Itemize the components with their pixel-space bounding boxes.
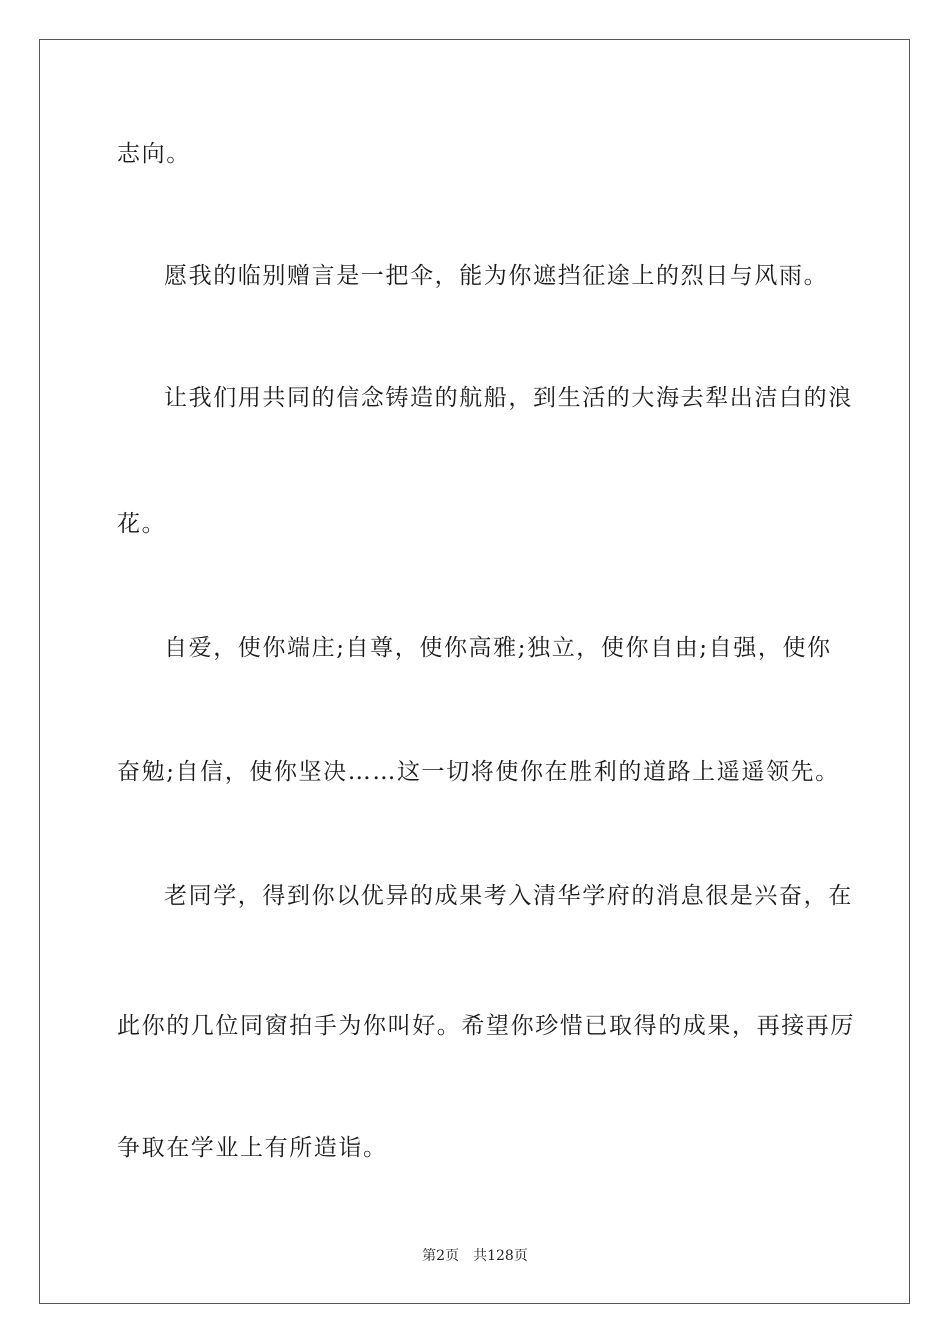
text-line-6: 奋勉;自信，使你坚决……这一切将使你在胜利的道路上遥遥领先。 (117, 759, 840, 785)
text-line-9: 争取在学业上有所造诣。 (117, 1135, 388, 1161)
page-number: 第2页 (422, 1248, 460, 1264)
page-total: 共128页 (473, 1248, 528, 1264)
text-line-4: 花。 (117, 511, 167, 537)
text-line-5: 自爱，使你端庄;自尊，使你高雅;独立，使你自由;自强，使你 (164, 635, 832, 661)
text-line-1: 志向。 (117, 141, 191, 167)
page-border (39, 39, 910, 1304)
text-line-8: 此你的几位同窗拍手为你叫好。希望你珍惜已取得的成果，再接再厉 (117, 1013, 855, 1039)
page-footer (0, 1247, 950, 1265)
text-line-2: 愿我的临别赠言是一把伞，能为你遮挡征途上的烈日与风雨。 (164, 263, 829, 289)
text-line-3: 让我们用共同的信念铸造的航船，到生活的大海去犁出洁白的浪 (164, 385, 853, 411)
text-line-7: 老同学，得到你以优异的成果考入清华学府的消息很是兴奋，在 (164, 883, 853, 909)
